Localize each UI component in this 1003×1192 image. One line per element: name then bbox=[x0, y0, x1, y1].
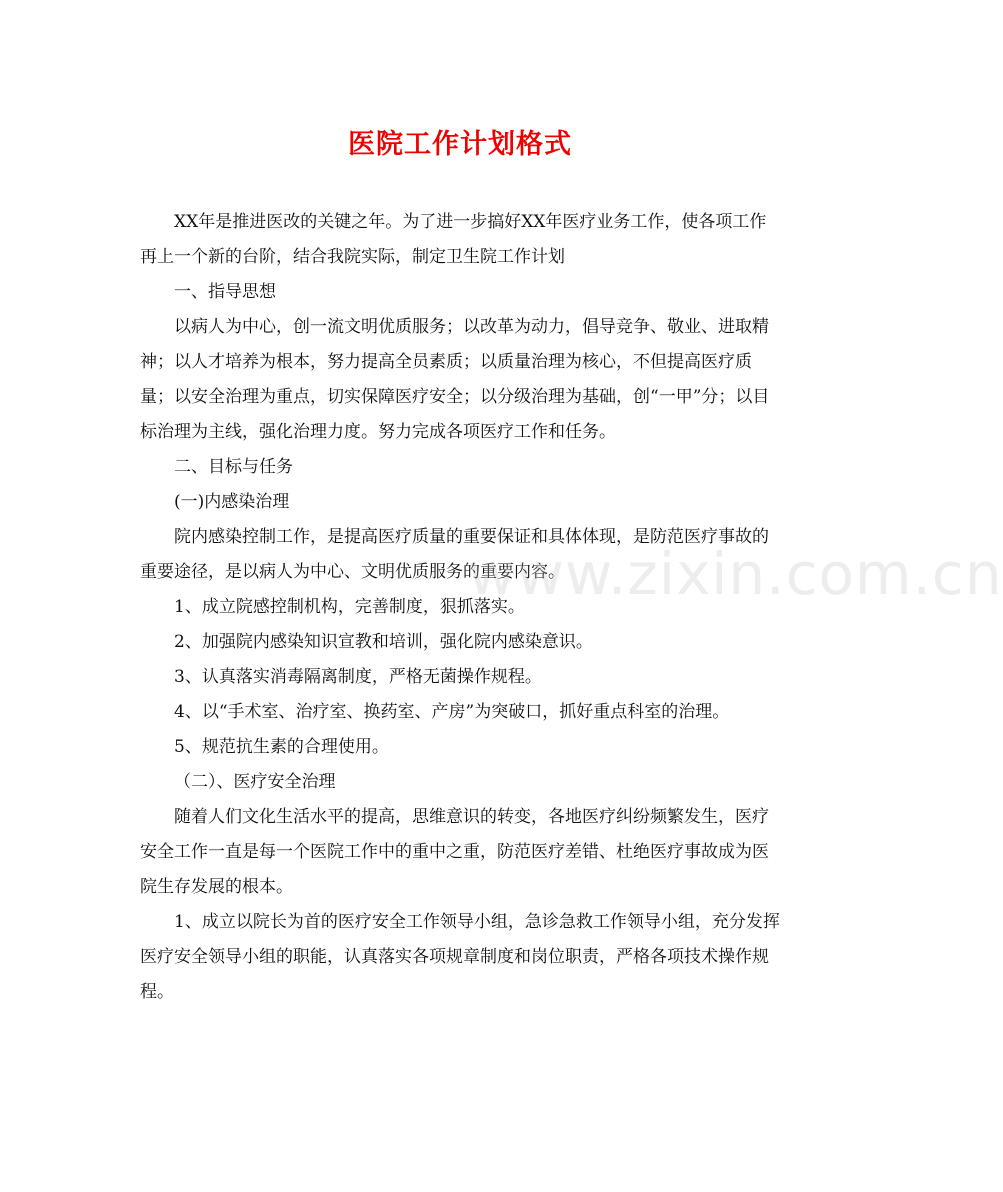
list-item-infection-4: 4、以“手术室、治疗室、换药室、产房”为突破口，抓好重点科室的治理。 bbox=[174, 702, 730, 722]
list-item-infection-1: 1、成立院感控制机构，完善制度，狠抓落实。 bbox=[174, 597, 525, 617]
paragraph-medical-safety: 随着人们文化生活水平的提高，思维意识的转变，各地医疗纠纷频繁发生，医疗安全工作一直是每一个医院工作中的重中之重，防范医疗差错、杜绝医疗事故成为医院生存发展的根本。 bbox=[140, 807, 769, 897]
list-item-infection-5: 5、规范抗生素的合理使用。 bbox=[174, 737, 389, 757]
subsection-heading-medical-safety: （二）、医疗安全治理 bbox=[174, 772, 336, 792]
list-item-infection-2: 2、加强院内感染知识宣教和培训，强化院内感染意识。 bbox=[174, 632, 593, 652]
subsection-heading-infection-control: (一)内感染治理 bbox=[174, 492, 290, 512]
document-title: 医院工作计划格式 bbox=[348, 129, 572, 160]
paragraph-infection-control: 院内感染控制工作，是提高医疗质量的重要保证和具体体现，是防范医疗事故的重要途径，是以病人为中心、文明优质服务的重要内容。 bbox=[140, 527, 769, 582]
list-item-infection-3: 3、认真落实消毒隔离制度，严格无菌操作规程。 bbox=[174, 667, 542, 687]
paragraph-intro: XX年是推进医改的关键之年。为了进一步搞好XX年医疗业务工作，使各项工作再上一个新的台阶，结合我院实际，制定卫生院工作计划 bbox=[140, 212, 767, 267]
list-item-safety-1: 1、成立以院长为首的医疗安全工作领导小组，急诊急救工作领导小组，充分发挥医疗安全领导小组的职能，认真落实各项规章制度和岗位职责，严格各项技术操作规程。 bbox=[140, 912, 780, 1002]
paragraph-guiding-thought: 以病人为中心，创一流文明优质服务；以改革为动力，倡导竞争、敬业、进取精神；以人才培养为根本，努力提高全员素质；以质量治理为核心，不但提高医疗质量；以安全治理为重点，切实保障医疗安全；以分级治理为基础，创“一甲”分；以目标治理为主线，强化治理力度。努力完成各项医疗工作和任务。 bbox=[140, 317, 770, 442]
section-heading-goals-tasks: 二、目标与任务 bbox=[174, 457, 293, 477]
watermark: www.zixin.com.cn bbox=[468, 540, 1003, 608]
section-heading-guiding-thought: 一、指导思想 bbox=[174, 282, 276, 302]
